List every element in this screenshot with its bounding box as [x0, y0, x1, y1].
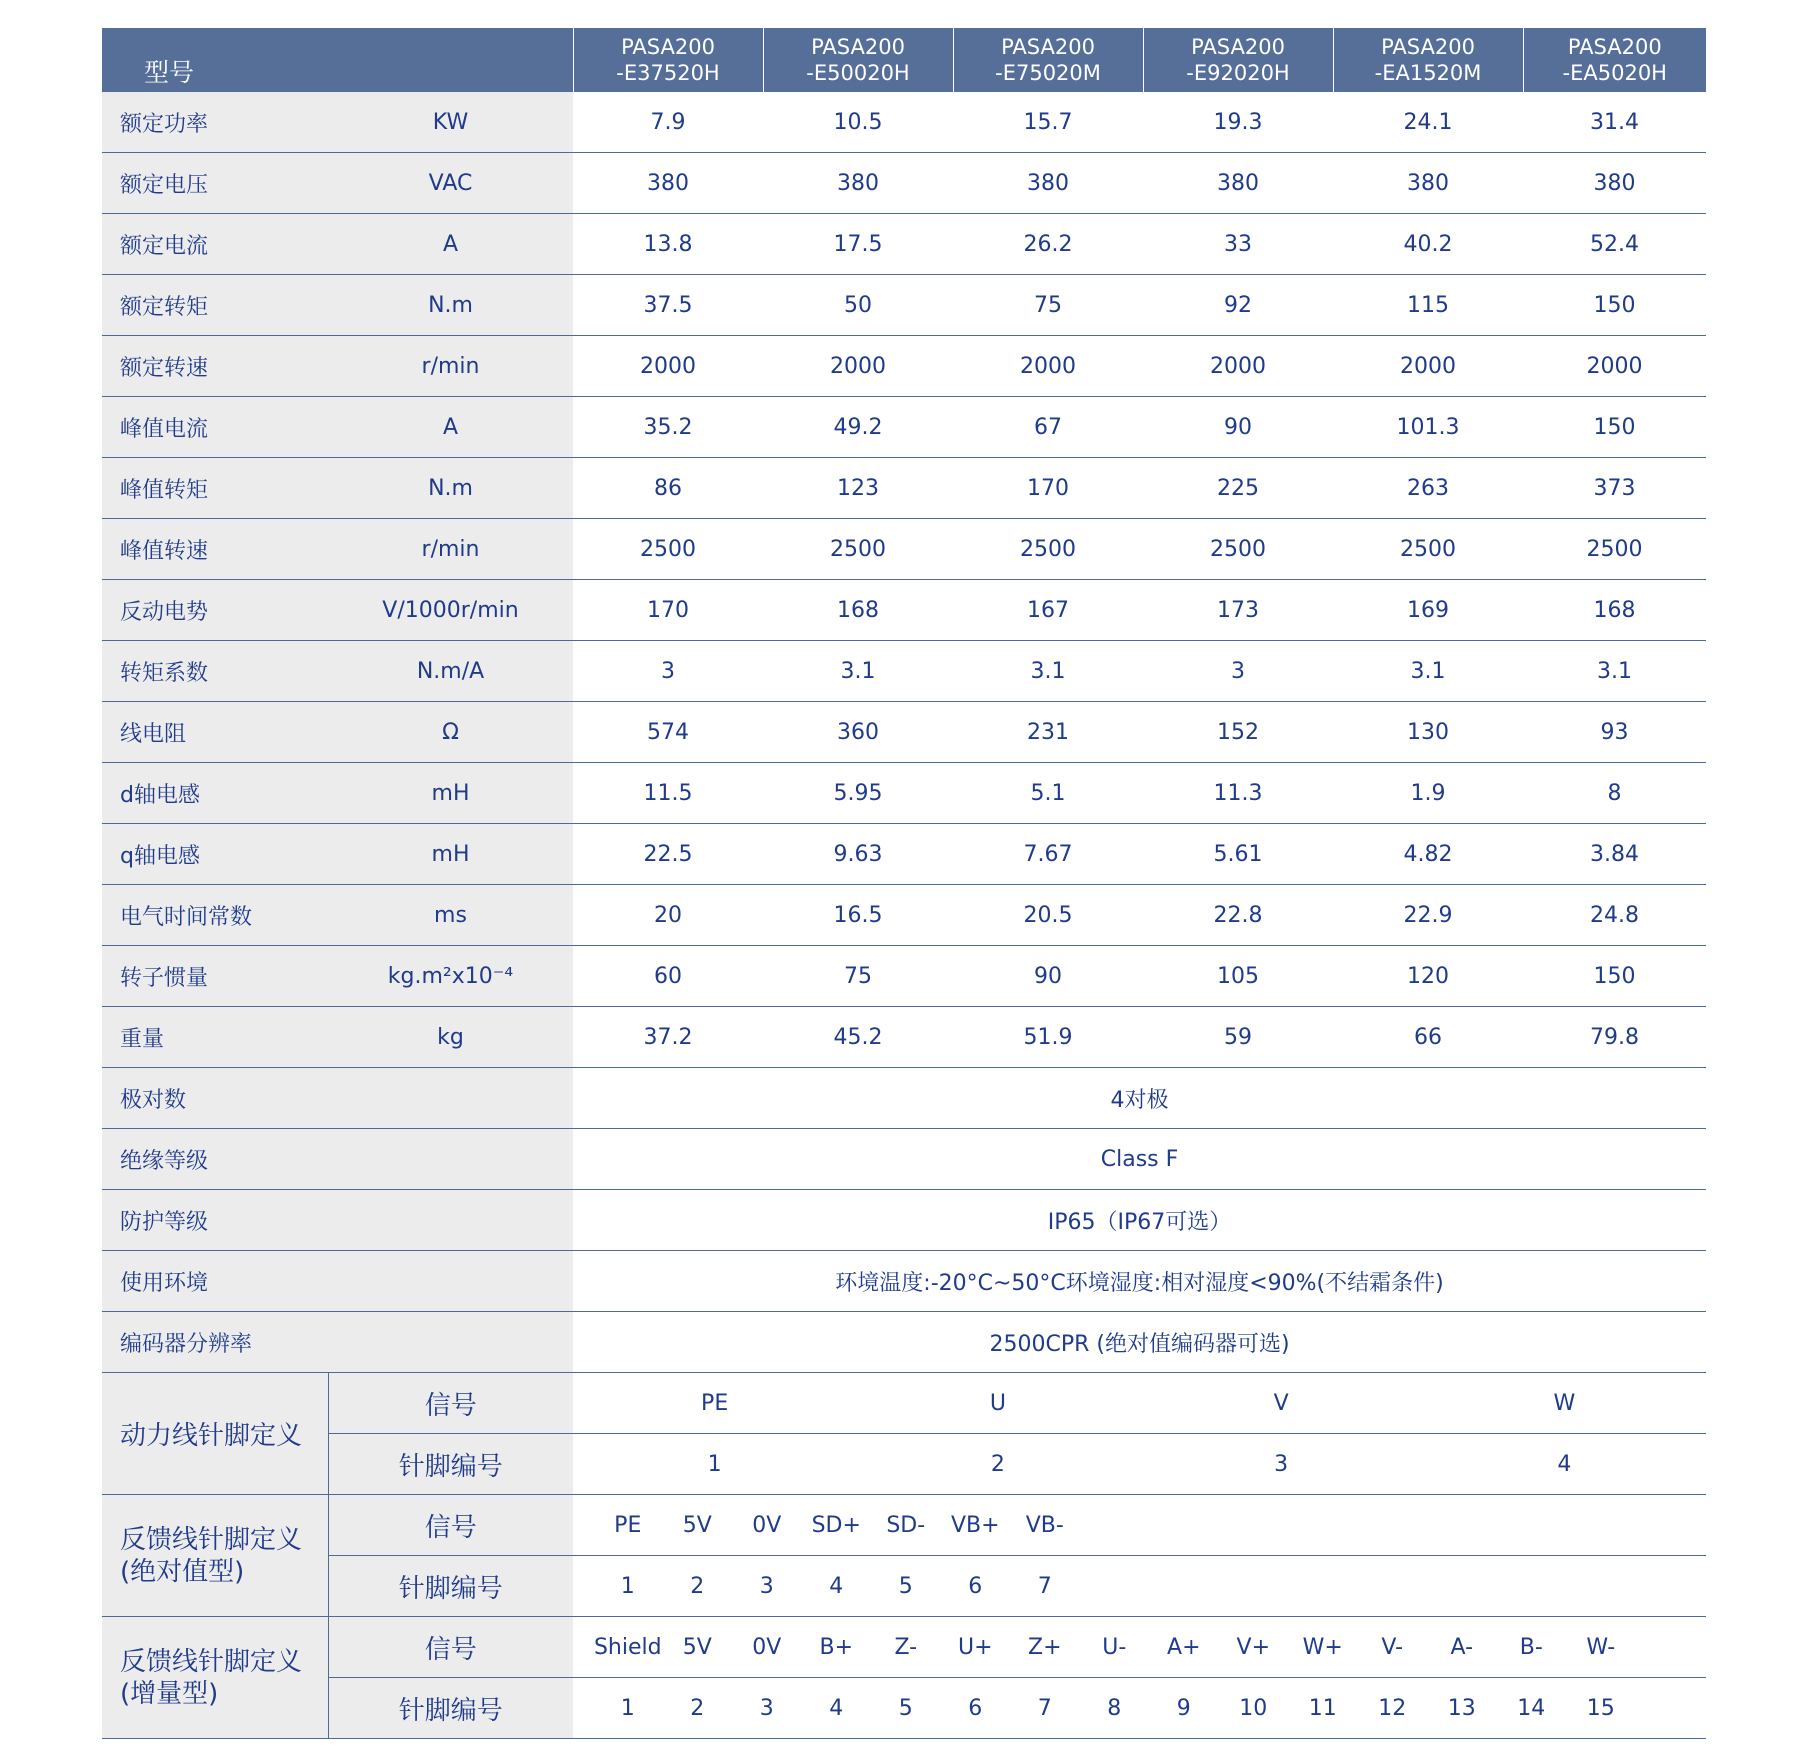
spec-label: 峰值转矩 [102, 458, 328, 519]
spec-value: 24.1 [1333, 92, 1523, 153]
spec-value: 37.5 [573, 275, 763, 336]
spec-table [102, 28, 1706, 1739]
pin-cell: 6 [968, 1695, 983, 1721]
spec-value: 75 [763, 946, 953, 1007]
spec-value: 105 [1143, 946, 1333, 1007]
signal-list [573, 1373, 1706, 1433]
spec-value: 20.5 [953, 885, 1143, 946]
spec-label: d轴电感 [102, 763, 328, 824]
spec-value: 66 [1333, 1007, 1523, 1068]
spec-row [102, 275, 1706, 336]
spec-value: 380 [1143, 153, 1333, 214]
spec-unit: A [328, 397, 573, 458]
spec-value: 3.1 [763, 641, 953, 702]
absolute-feedback-pin-section-signal-row [102, 1495, 1706, 1556]
spec-value: 130 [1333, 702, 1523, 763]
pin-cell: 3 [1274, 1451, 1289, 1477]
signal-cell: Z+ [1028, 1634, 1062, 1660]
signal-cell: U- [1102, 1634, 1127, 1660]
pin-list [573, 1556, 1706, 1616]
spec-value: 22.5 [573, 824, 763, 885]
model-header-3 [953, 28, 1143, 92]
pin-list [573, 1678, 1706, 1738]
spec-value: 7.67 [953, 824, 1143, 885]
spec-value: 49.2 [763, 397, 953, 458]
spec-row [102, 763, 1706, 824]
pin-cell: 2 [690, 1695, 705, 1721]
spec-value: 67 [953, 397, 1143, 458]
signal-cell: U+ [957, 1634, 993, 1660]
signal-list [573, 1495, 1706, 1555]
spec-value: 380 [1523, 153, 1706, 214]
spec-value: 263 [1333, 458, 1523, 519]
power-pin-section-title: 动力线针脚定义 [102, 1373, 328, 1495]
model-name: PASA200 [1567, 35, 1662, 59]
pin-cell: 7 [1037, 1573, 1052, 1599]
model-code: -E50020H [806, 61, 910, 85]
spec-value: 79.8 [1523, 1007, 1706, 1068]
general-row [102, 1068, 1706, 1129]
spec-value: 45.2 [763, 1007, 953, 1068]
spec-value: 170 [573, 580, 763, 641]
signal-cell: V- [1381, 1634, 1404, 1660]
spec-value: 8 [1523, 763, 1706, 824]
signal-cell: SD- [886, 1512, 926, 1538]
pin-cell: 4 [1557, 1451, 1572, 1477]
signal-cell: B- [1519, 1634, 1543, 1660]
spec-unit: Ω [328, 702, 573, 763]
general-label: 绝缘等级 [102, 1129, 573, 1190]
spec-value: 120 [1333, 946, 1523, 1007]
spec-value: 574 [573, 702, 763, 763]
model-name: PASA200 [811, 35, 905, 59]
spec-value: 167 [953, 580, 1143, 641]
spec-sheet [102, 28, 1706, 1739]
spec-value: 168 [1523, 580, 1706, 641]
spec-value: 60 [573, 946, 763, 1007]
spec-unit: N.m [328, 458, 573, 519]
spec-value: 90 [953, 946, 1143, 1007]
spec-value: 173 [1143, 580, 1333, 641]
spec-value: 115 [1333, 275, 1523, 336]
spec-value: 51.9 [953, 1007, 1143, 1068]
general-value: 2500CPR (绝对值编码器可选) [573, 1312, 1706, 1373]
pin-cell: 9 [1176, 1695, 1191, 1721]
spec-value: 2500 [953, 519, 1143, 580]
model-name: PASA200 [1381, 35, 1475, 59]
signal-label: 信号 [328, 1617, 573, 1678]
general-value: 环境温度:-20°C~50°C环境湿度:相对湿度<90%(不结霜条件) [573, 1251, 1706, 1312]
spec-value: 26.2 [953, 214, 1143, 275]
signal-cell: VB- [1025, 1512, 1064, 1538]
model-code: -E92020H [1186, 61, 1290, 85]
signal-cells [573, 1495, 1706, 1556]
general-value: Class F [573, 1129, 1706, 1190]
spec-value: 17.5 [763, 214, 953, 275]
spec-value: 150 [1523, 946, 1706, 1007]
spec-unit: VAC [328, 153, 573, 214]
signal-cell: W [1553, 1390, 1576, 1416]
pin-cell: 3 [759, 1573, 774, 1599]
pin-cell: 1 [620, 1695, 635, 1721]
signal-cell: V [1273, 1390, 1289, 1416]
spec-value: 93 [1523, 702, 1706, 763]
signal-cell: 0V [752, 1512, 782, 1538]
model-code: -EA5020H [1562, 61, 1667, 85]
spec-value: 373 [1523, 458, 1706, 519]
general-value: IP65（IP67可选） [573, 1190, 1706, 1251]
pin-cell: 4 [829, 1573, 844, 1599]
spec-value: 10.5 [763, 92, 953, 153]
spec-value: 380 [953, 153, 1143, 214]
pin-cell: 6 [968, 1573, 983, 1599]
spec-value: 5.95 [763, 763, 953, 824]
spec-label: 额定电流 [102, 214, 328, 275]
absolute-feedback-pin-section-title [102, 1495, 328, 1617]
spec-value: 40.2 [1333, 214, 1523, 275]
signal-cell: U [989, 1390, 1006, 1416]
spec-value: 52.4 [1523, 214, 1706, 275]
signal-cell: PE [701, 1390, 729, 1416]
signal-cells [573, 1617, 1706, 1678]
spec-value: 13.8 [573, 214, 763, 275]
spec-value: 380 [763, 153, 953, 214]
section-title-line2: (绝对值型) [120, 1556, 245, 1587]
incremental-feedback-pin-section-pin-row [102, 1678, 1706, 1739]
spec-value: 170 [953, 458, 1143, 519]
signal-cell: W- [1586, 1634, 1616, 1660]
pin-cell: 11 [1308, 1695, 1337, 1721]
spec-value: 380 [573, 153, 763, 214]
spec-value: 11.3 [1143, 763, 1333, 824]
power-pin-section-signal-row [102, 1373, 1706, 1434]
spec-value: 33 [1143, 214, 1333, 275]
pin-cell: 3 [759, 1695, 774, 1721]
spec-value: 2000 [1523, 336, 1706, 397]
pin-cell: 13 [1447, 1695, 1476, 1721]
spec-value: 7.9 [573, 92, 763, 153]
spec-value: 5.61 [1143, 824, 1333, 885]
pin-cell: 2 [990, 1451, 1005, 1477]
spec-value: 360 [763, 702, 953, 763]
spec-value: 225 [1143, 458, 1333, 519]
general-value: 4对极 [573, 1068, 1706, 1129]
spec-unit: KW [328, 92, 573, 153]
spec-value: 2000 [1333, 336, 1523, 397]
spec-unit: N.m/A [328, 641, 573, 702]
signal-cell: 5V [682, 1512, 712, 1538]
spec-label: 重量 [102, 1007, 328, 1068]
spec-value: 2000 [953, 336, 1143, 397]
model-header-2 [763, 28, 953, 92]
section-title-line1: 反馈线针脚定义 [120, 1524, 303, 1555]
spec-unit: kg.m²x10⁻⁴ [328, 946, 573, 1007]
power-pin-section-pin-row [102, 1434, 1706, 1495]
spec-value: 3.1 [1523, 641, 1706, 702]
spec-label: 额定转矩 [102, 275, 328, 336]
signal-cells [573, 1373, 1706, 1434]
spec-unit: mH [328, 824, 573, 885]
pin-cell: 8 [1107, 1695, 1122, 1721]
spec-value: 1.9 [1333, 763, 1523, 824]
spec-table-body [102, 28, 1706, 1739]
spec-value: 4.82 [1333, 824, 1523, 885]
spec-value: 101.3 [1333, 397, 1523, 458]
spec-unit: ms [328, 885, 573, 946]
spec-value: 16.5 [763, 885, 953, 946]
signal-cell: B+ [819, 1634, 854, 1660]
spec-value: 169 [1333, 580, 1523, 641]
pin-number-label: 针脚编号 [328, 1678, 573, 1739]
spec-label: 峰值电流 [102, 397, 328, 458]
spec-value: 123 [763, 458, 953, 519]
spec-row [102, 946, 1706, 1007]
general-row [102, 1190, 1706, 1251]
spec-value: 2500 [1143, 519, 1333, 580]
signal-cell: SD+ [811, 1512, 861, 1538]
general-row [102, 1312, 1706, 1373]
spec-label: 线电阻 [102, 702, 328, 763]
signal-label: 信号 [328, 1373, 573, 1434]
spec-value: 75 [953, 275, 1143, 336]
signal-cell: W+ [1302, 1634, 1343, 1660]
general-label: 防护等级 [102, 1190, 573, 1251]
spec-value: 2000 [573, 336, 763, 397]
spec-value: 24.8 [1523, 885, 1706, 946]
spec-unit: N.m [328, 275, 573, 336]
spec-row [102, 397, 1706, 458]
spec-unit: r/min [328, 336, 573, 397]
signal-cell: VB+ [950, 1512, 1000, 1538]
pin-cell: 12 [1378, 1695, 1407, 1721]
spec-label: q轴电感 [102, 824, 328, 885]
pin-cell: 1 [707, 1451, 722, 1477]
spec-value: 86 [573, 458, 763, 519]
pin-list [573, 1434, 1706, 1494]
spec-row [102, 885, 1706, 946]
spec-row [102, 153, 1706, 214]
spec-row [102, 519, 1706, 580]
spec-value: 90 [1143, 397, 1333, 458]
spec-label: 额定电压 [102, 153, 328, 214]
pin-cell: 7 [1037, 1695, 1052, 1721]
model-header-6 [1523, 28, 1706, 92]
spec-value: 3 [573, 641, 763, 702]
spec-value: 59 [1143, 1007, 1333, 1068]
section-title-line1: 反馈线针脚定义 [120, 1646, 303, 1677]
spec-row [102, 641, 1706, 702]
spec-value: 380 [1333, 153, 1523, 214]
spec-value: 2000 [1143, 336, 1333, 397]
spec-value: 3.1 [1333, 641, 1523, 702]
pin-cell: 5 [898, 1573, 913, 1599]
spec-value: 5.1 [953, 763, 1143, 824]
model-code: -E37520H [616, 61, 720, 85]
spec-unit: kg [328, 1007, 573, 1068]
spec-value: 92 [1143, 275, 1333, 336]
spec-value: 2000 [763, 336, 953, 397]
incremental-feedback-pin-section-title [102, 1617, 328, 1739]
spec-row [102, 214, 1706, 275]
spec-unit: V/1000r/min [328, 580, 573, 641]
pin-cells [573, 1434, 1706, 1495]
spec-value: 11.5 [573, 763, 763, 824]
model-name: PASA200 [1001, 35, 1095, 59]
spec-value: 50 [763, 275, 953, 336]
spec-value: 3.84 [1523, 824, 1706, 885]
spec-value: 2500 [1523, 519, 1706, 580]
spec-value: 150 [1523, 397, 1706, 458]
model-code: -EA1520M [1374, 61, 1482, 85]
spec-unit: A [328, 214, 573, 275]
signal-cell: PE [614, 1512, 642, 1538]
spec-value: 231 [953, 702, 1143, 763]
spec-value: 2500 [573, 519, 763, 580]
signal-cell: 5V [682, 1634, 712, 1660]
spec-label: 电气时间常数 [102, 885, 328, 946]
general-label: 使用环境 [102, 1251, 573, 1312]
pin-cell: 15 [1586, 1695, 1615, 1721]
general-row [102, 1251, 1706, 1312]
spec-value: 22.9 [1333, 885, 1523, 946]
pin-cell: 1 [620, 1573, 635, 1599]
pin-cell: 2 [690, 1573, 705, 1599]
pin-cells [573, 1678, 1706, 1739]
spec-row [102, 336, 1706, 397]
spec-value: 9.63 [763, 824, 953, 885]
section-title-line2: (增量型) [120, 1678, 219, 1709]
general-label: 编码器分辨率 [102, 1312, 573, 1373]
model-name: PASA200 [621, 35, 715, 59]
spec-label: 峰值转速 [102, 519, 328, 580]
spec-label: 转子惯量 [102, 946, 328, 1007]
model-header-4 [1143, 28, 1333, 92]
signal-list [573, 1617, 1706, 1677]
signal-cell: A- [1450, 1634, 1474, 1660]
model-code: -E75020M [995, 61, 1101, 85]
spec-label: 额定转速 [102, 336, 328, 397]
spec-row [102, 702, 1706, 763]
signal-cell: Z- [894, 1634, 918, 1660]
spec-row [102, 824, 1706, 885]
spec-value: 150 [1523, 275, 1706, 336]
spec-value: 2500 [1333, 519, 1523, 580]
spec-row [102, 458, 1706, 519]
spec-value: 15.7 [953, 92, 1143, 153]
spec-value: 3.1 [953, 641, 1143, 702]
general-row [102, 1129, 1706, 1190]
spec-value: 168 [763, 580, 953, 641]
spec-row [102, 1007, 1706, 1068]
pin-number-label: 针脚编号 [328, 1556, 573, 1617]
incremental-feedback-pin-section-signal-row [102, 1617, 1706, 1678]
spec-value: 31.4 [1523, 92, 1706, 153]
pin-cells [573, 1556, 1706, 1617]
pin-cell: 14 [1517, 1695, 1546, 1721]
signal-cell: 0V [752, 1634, 782, 1660]
header-row [102, 28, 1706, 92]
spec-unit: mH [328, 763, 573, 824]
spec-value: 2500 [763, 519, 953, 580]
model-header-label: 型号 [102, 28, 573, 92]
spec-value: 37.2 [573, 1007, 763, 1068]
spec-label: 转矩系数 [102, 641, 328, 702]
model-header-1 [573, 28, 763, 92]
spec-value: 19.3 [1143, 92, 1333, 153]
signal-label: 信号 [328, 1495, 573, 1556]
pin-cell: 5 [898, 1695, 913, 1721]
spec-value: 3 [1143, 641, 1333, 702]
pin-cell: 10 [1239, 1695, 1268, 1721]
spec-value: 152 [1143, 702, 1333, 763]
signal-cell: Shield [593, 1634, 662, 1660]
spec-row [102, 92, 1706, 153]
spec-value: 20 [573, 885, 763, 946]
spec-value: 35.2 [573, 397, 763, 458]
signal-cell: V+ [1236, 1634, 1270, 1660]
pin-number-label: 针脚编号 [328, 1434, 573, 1495]
spec-unit: r/min [328, 519, 573, 580]
absolute-feedback-pin-section-pin-row [102, 1556, 1706, 1617]
model-header-5 [1333, 28, 1523, 92]
model-name: PASA200 [1191, 35, 1285, 59]
pin-cell: 4 [829, 1695, 844, 1721]
spec-label: 反动电势 [102, 580, 328, 641]
spec-value: 22.8 [1143, 885, 1333, 946]
signal-cell: A+ [1167, 1634, 1201, 1660]
general-label: 极对数 [102, 1068, 573, 1129]
spec-label: 额定功率 [102, 92, 328, 153]
spec-row [102, 580, 1706, 641]
